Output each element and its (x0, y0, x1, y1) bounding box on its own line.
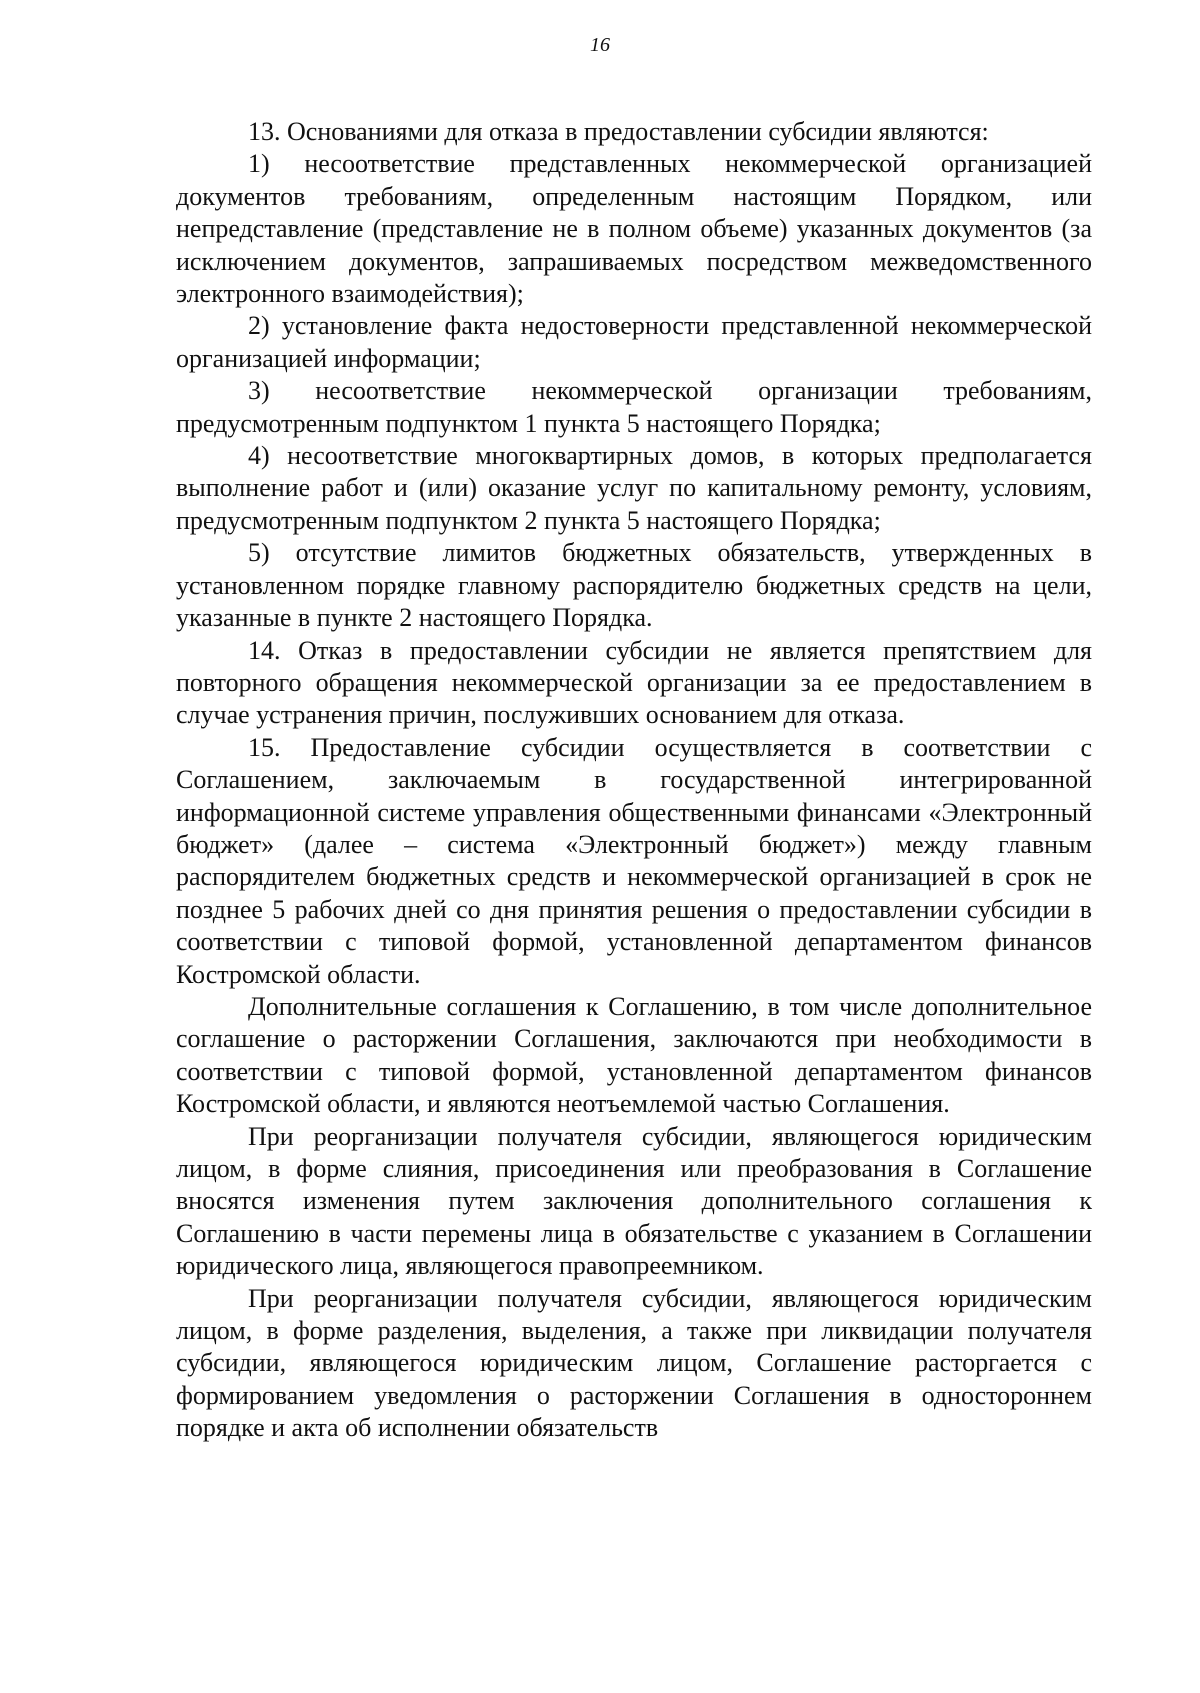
list-item-1: 1) несоответствие представленных некоммерческой организацией документов требованиям, определенным настоящим Порядком, или непредставление (представление не в полном объеме) указанных документов (за исключением документов, запрашиваемых посредством межведомственного электронного взаимодействия); (176, 149, 1092, 309)
list-item-4: 4) несоответствие многоквартирных домов, в которых предполагается выполнение работ и (или) оказание услуг по капитальному ремонту, условиям, предусмотренным подпунктом 2 пункта 5 настоящего Порядка; (176, 441, 1092, 535)
paragraph-additional-agreements: Дополнительные соглашения к Соглашению, в том числе дополнительное соглашение о расторжении Соглашения, заключаются при необходимости в соответствии с типовой формой, установленной департаментом финансов Костромской области, и являются неотъемлемой частью Соглашения. (176, 991, 1092, 1119)
paragraph-13: 13. Основаниями для отказа в предоставлении субсидии являются: (248, 117, 989, 146)
list-item-5: 5) отсутствие лимитов бюджетных обязательств, утвержденных в установленном порядке главному распорядителю бюджетных средств на цели, указанные в пункте 2 настоящего Порядка. (176, 538, 1092, 633)
page-number: 16 (590, 34, 610, 56)
list-item-3: 3) несоответствие некоммерческой организации требованиям, предусмотренным подпунктом 1 пункта 5 настоящего Порядка; (176, 376, 1092, 438)
paragraph-14: 14. Отказ в предоставлении субсидии не является препятствием для повторного обращения некоммерческой организации за ее предоставлением в случае устранения причин, послуживших основанием для отказа. (176, 635, 1092, 730)
paragraph-15: 15. Предоставление субсидии осуществляется в соответствии с Соглашением, заключаемым в государственной интегрированной информационной системе управления общественными финансами «Электронный бюджет» (далее – система «Электронный бюджет») между главным распорядителем бюджетных средств и некоммерческой организацией в срок не позднее 5 рабочих дней со дня принятия решения о предоставлении субсидии в соответствии с типовой формой, установленной департаментом финансов Костромской области. (176, 732, 1092, 989)
document-body (176, 116, 1092, 1445)
paragraph-reorganization-merger: При реорганизации получателя субсидии, являющегося юридическим лицом, в форме слияния, присоединения или преобразования в Соглашение вносятся изменения путем заключения дополнительного соглашения к Соглашению в части перемены лица в обязательстве с указанием в Соглашении юридического лица, являющегося правопреемником. (176, 1121, 1092, 1281)
list-item-2: 2) установление факта недостоверности представленной некоммерческой организацией информации; (176, 311, 1092, 373)
paragraph-reorganization-division: При реорганизации получателя субсидии, являющегося юридическим лицом, в форме разделения, выделения, а также при ликвидации получателя субсидии, являющегося юридическим лицом, Соглашение расторгается с формированием уведомления о расторжении Соглашения в одностороннем порядке и акта об исполнении обязательств (176, 1283, 1092, 1443)
